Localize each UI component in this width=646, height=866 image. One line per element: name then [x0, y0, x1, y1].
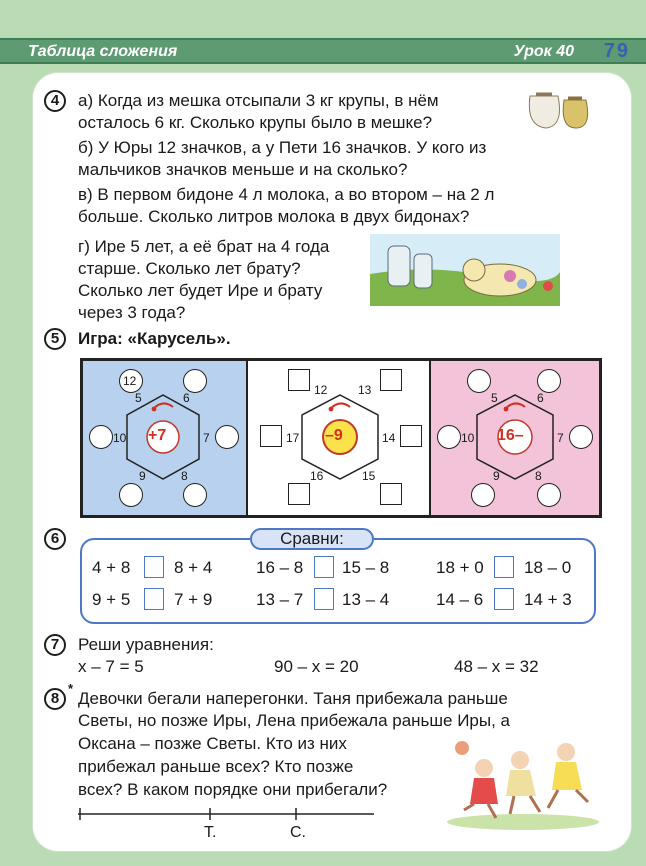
number-label: 9 [139, 469, 146, 483]
equation-2: 90 – x = 20 [274, 657, 359, 676]
number-label: 8 [181, 469, 188, 483]
compare-box[interactable] [494, 588, 514, 610]
expression-left: 18 + 0 [436, 558, 484, 577]
expression-left: 16 – 8 [256, 558, 304, 577]
star-mark: * [68, 681, 74, 696]
answer-circle[interactable] [569, 425, 593, 449]
number-label: 6 [537, 391, 544, 405]
task-8-line: прибежал раньше всех? Кто позже [78, 757, 354, 776]
expression-right: 8 + 4 [174, 558, 213, 577]
answer-square[interactable] [288, 483, 310, 505]
answer-square[interactable] [380, 483, 402, 505]
task-4b-line1: б) У Юры 12 значков, а у Пети 16 значков. У кого из [78, 138, 487, 157]
center-label-1: +7 [148, 427, 167, 444]
task-6-number: 6 [44, 528, 66, 550]
carousel-board [80, 358, 602, 518]
carousel-plus-7 [83, 361, 246, 515]
center-label-3: 16– [497, 427, 524, 444]
task-8-line: Девочки бегали наперегонки. Таня прибежала раньше [78, 689, 508, 708]
task-4a-line2: осталось 6 кг. Сколько крупы было в мешке? [78, 113, 433, 132]
task-7-title: Реши уравнения: [78, 635, 214, 654]
task-4g-line3: Сколько лет будет Ире и брату [78, 281, 323, 300]
number-label: 15 [362, 469, 376, 483]
expression-right: 13 – 4 [342, 590, 390, 609]
answer-circle[interactable] [119, 483, 143, 507]
task-4-number: 4 [44, 90, 66, 112]
task-4v-line2: больше. Сколько литров молока в двух бидонах? [78, 207, 470, 226]
task-4g-line4: через 3 года? [78, 303, 186, 322]
number-label: 5 [135, 391, 142, 405]
answer-circle[interactable] [471, 483, 495, 507]
compare-box[interactable] [494, 556, 514, 578]
task-4v-line1: в) В первом бидоне 4 л молока, а во втором – на 2 л [78, 185, 495, 204]
page-number: 79 [603, 40, 630, 62]
answer-circle[interactable] [467, 369, 491, 393]
tick-label-s: С. [290, 824, 306, 841]
answer-circle[interactable] [215, 425, 239, 449]
section-title: Таблица сложения [28, 43, 178, 60]
page-header [0, 38, 646, 64]
expression-left: 14 – 6 [436, 590, 484, 609]
expression-left: 4 + 8 [92, 558, 131, 577]
number-label: 6 [183, 391, 190, 405]
number-label: 13 [358, 383, 372, 397]
answer-square[interactable] [260, 425, 282, 447]
sack-illustration [520, 82, 594, 130]
carousel-minus-9 [246, 361, 431, 515]
task-4a-line1: а) Когда из мешка отсыпали 3 кг крупы, в нём [78, 91, 439, 110]
lesson-label: Урок 40 [513, 43, 574, 60]
compare-title: Сравни: [250, 528, 374, 550]
answer-square[interactable] [380, 369, 402, 391]
number-label: 10 [461, 431, 475, 445]
task-5-title: Игра: «Карусель». [78, 329, 231, 348]
task-7-number: 7 [44, 634, 66, 656]
answer-circle[interactable] [89, 425, 113, 449]
answer-circle[interactable] [183, 483, 207, 507]
answer-square[interactable] [288, 369, 310, 391]
answer-circle[interactable] [537, 483, 561, 507]
number-label: 12 [314, 383, 328, 397]
expression-right: 18 – 0 [524, 558, 572, 577]
compare-box[interactable] [144, 588, 164, 610]
task-4g-line1: г) Ире 5 лет, а её брат на 4 года [78, 237, 330, 256]
compare-box[interactable] [314, 588, 334, 610]
running-girls-illustration [444, 738, 602, 830]
number-label: 10 [113, 431, 127, 445]
number-label: 8 [535, 469, 542, 483]
cow-illustration [370, 234, 560, 306]
number-label: 7 [557, 431, 564, 445]
carousel-16-minus [431, 361, 599, 515]
expression-right: 15 – 8 [342, 558, 390, 577]
number-label: 9 [493, 469, 500, 483]
number-label: 7 [203, 431, 210, 445]
filled-answer: 12 [123, 374, 137, 388]
number-label: 5 [491, 391, 498, 405]
center-label-2: –9 [325, 427, 343, 444]
compare-box[interactable] [314, 556, 334, 578]
answer-circle[interactable] [183, 369, 207, 393]
expression-left: 9 + 5 [92, 590, 131, 609]
equation-3: 48 – x = 32 [454, 657, 539, 676]
task-8-line: всех? В каком порядке они прибегали? [78, 780, 388, 799]
answer-square[interactable] [400, 425, 422, 447]
expression-right: 14 + 3 [524, 590, 572, 609]
answer-circle[interactable] [537, 369, 561, 393]
number-label: 16 [310, 469, 324, 483]
order-number-line [78, 808, 378, 824]
tick-label-t: Т. [204, 824, 217, 841]
task-8-line: Светы, но позже Иры, Лена прибежала раньше Иры, а [78, 711, 511, 730]
equation-1: x – 7 = 5 [78, 657, 144, 676]
task-8-number: 8 [44, 688, 66, 710]
task-4g-line2: старше. Сколько лет брату? [78, 259, 301, 278]
task-5-number: 5 [44, 328, 66, 350]
number-label: 17 [286, 431, 300, 445]
number-label: 14 [382, 431, 396, 445]
expression-left: 13 – 7 [256, 590, 304, 609]
compare-box[interactable] [144, 556, 164, 578]
task-8-line: Оксана – позже Светы. Кто из них [78, 734, 347, 753]
answer-circle[interactable] [119, 369, 143, 393]
task-4b-line2: мальчиков значков меньше и на сколько? [78, 160, 408, 179]
expression-right: 7 + 9 [174, 590, 213, 609]
compare-frame [80, 538, 596, 624]
answer-circle[interactable] [437, 425, 461, 449]
